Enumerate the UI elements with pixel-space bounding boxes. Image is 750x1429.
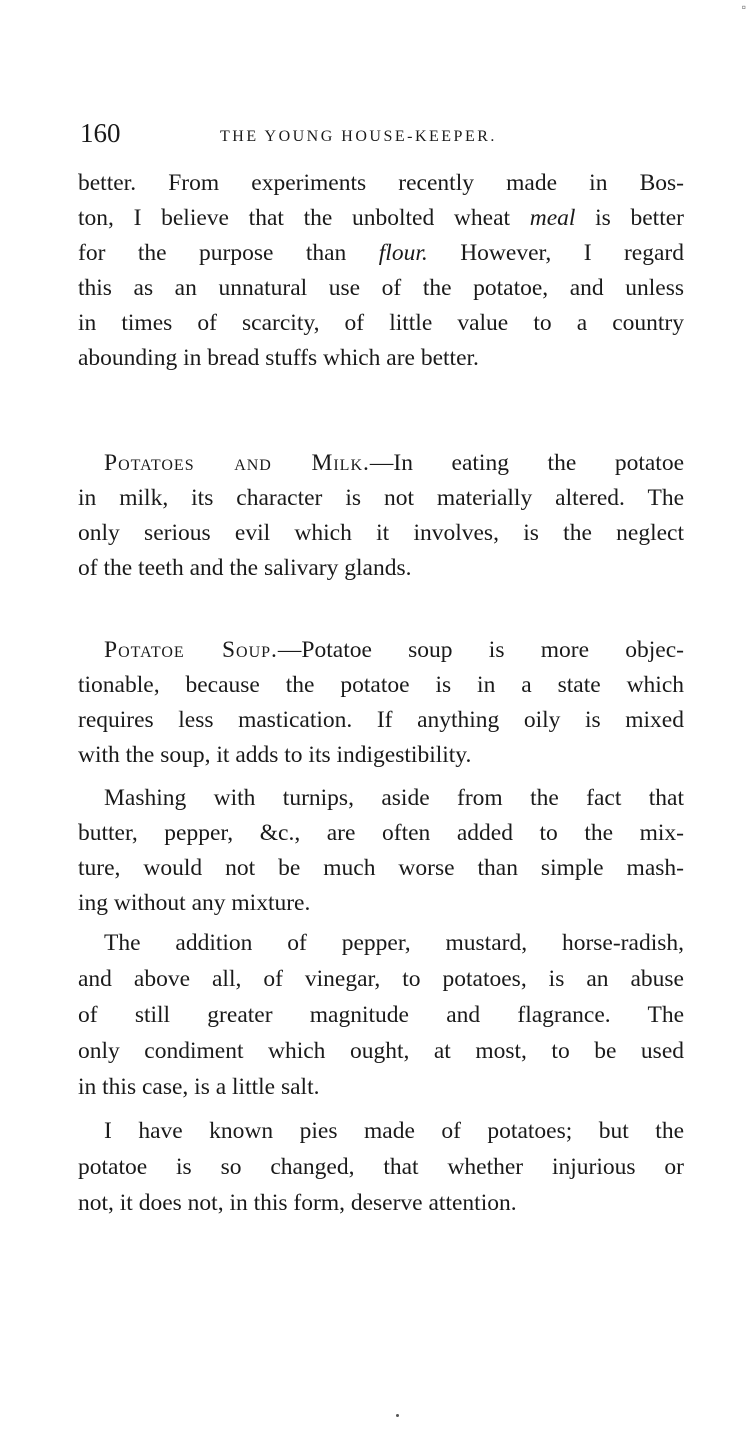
italic-word: meal — [529, 205, 576, 231]
text-line: with the soup, it adds to its indigestibility. — [78, 742, 472, 768]
text-line: I have known pies made of potatoes; but the — [104, 1118, 684, 1144]
page-number: 160 — [80, 118, 121, 148]
scan-mark: ▫ — [741, 0, 746, 14]
text-line: tionable, because the potatoe is in a state which — [78, 672, 684, 698]
text-line: Mashing with turnips, aside from the fact that — [104, 785, 684, 811]
section-heading: Potatoes and Milk. — [104, 450, 370, 476]
text-line: only condiment which ought, at most, to be used — [78, 1038, 684, 1064]
text-line: of still greater magnitude and flagrance. The — [78, 1002, 684, 1028]
text-line: better. From experiments recently made in Bos- — [78, 170, 684, 196]
text-line: ture, would not be much worse than simple mash- — [78, 855, 684, 881]
italic-word: flour. — [378, 240, 428, 266]
text-line: butter, pepper, &c., are often added to the mix- — [78, 820, 684, 846]
text-line: and above all, of vinegar, to potatoes, is an abuse — [78, 966, 684, 992]
running-title: THE YOUNG HOUSE-KEEPER. — [220, 128, 497, 145]
text-line: not, it does not, in this form, deserve attention. — [78, 1190, 517, 1216]
text-line: ing without any mixture. — [78, 890, 311, 916]
text-line: Potatoe Soup.—Potatoe soup is more objec- — [104, 637, 684, 663]
print-speck — [396, 1414, 399, 1417]
section-heading: Potatoe Soup. — [104, 637, 278, 663]
text-line: for the purpose than flour. However, I regard — [78, 240, 684, 266]
running-header — [80, 118, 680, 152]
text-line: this as an unnatural use of the potatoe, and unless — [78, 275, 684, 301]
text-line: in times of scarcity, of little value to a country — [78, 310, 684, 336]
text-line: of the teeth and the salivary glands. — [78, 555, 412, 581]
text-line: only serious evil which it involves, is the neglect — [78, 520, 684, 546]
text-line: Potatoes and Milk.—In eating the potatoe — [104, 450, 685, 476]
text-line: abounding in bread stuffs which are better. — [78, 345, 479, 371]
text-line: ton, I believe that the unbolted wheat meal is better — [78, 205, 684, 231]
text-line: The addition of pepper, mustard, horse-radish, — [104, 930, 684, 956]
text-line: requires less mastication. If anything oily is mixed — [78, 707, 684, 733]
text-line: in this case, is a little salt. — [78, 1074, 320, 1100]
text-line: potatoe is so changed, that whether injurious or — [78, 1154, 684, 1180]
text-line: in milk, its character is not materially altered. The — [78, 485, 684, 511]
